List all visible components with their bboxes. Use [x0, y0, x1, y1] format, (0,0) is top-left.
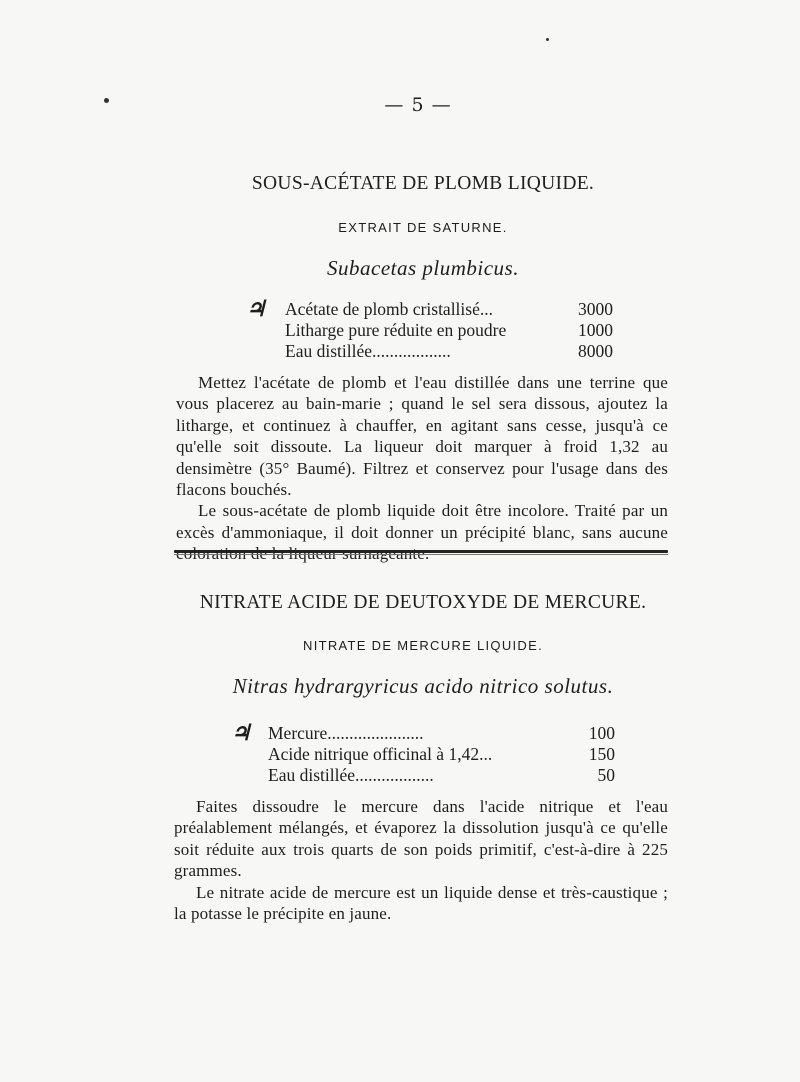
ingredient-row [285, 341, 613, 362]
recipe-symbol: ♃ [246, 296, 266, 321]
ingredient-name: Litharge pure réduite en poudre [285, 320, 507, 340]
latin-name: Nitras hydrargyricus acido nitrico solutus. [232, 674, 614, 698]
section-title: SOUS-ACÉTATE DE PLOMB LIQUIDE. [251, 173, 595, 194]
ingredient-row [285, 320, 613, 341]
ingredient-name: Eau distillée.................. [285, 341, 451, 361]
section-body [174, 796, 668, 924]
ingredient-quantity: 50 [597, 765, 615, 785]
print-speck [546, 38, 549, 41]
ingredient-list [285, 299, 613, 362]
ingredient-quantity: 1000 [578, 320, 613, 340]
ingredient-quantity: 100 [588, 723, 615, 743]
paragraph: Mettez l'acétate de plomb et l'eau distillée dans une terrine que vous placerez au bain-marie ; quand le sel sera dissous, ajoutez la litharge, et continuez à chauffer, en agitant sans cesse, jusqu'à ce qu'elle soit dissoute. La liqueur doit marquer à froid 1,32 au densimètre (35° Baumé). Filtrez et conservez pour l'usage dans des flacons bouchés. [176, 373, 668, 500]
ingredient-name: Acétate de plomb cristallisé... [285, 299, 493, 319]
ingredient-row [285, 299, 613, 320]
paragraph: Le sous-acétate de plomb liquide doit être incolore. Traité par un excès d'ammoniaque, il doit donner un précipité blanc, sans aucune [176, 501, 668, 542]
section-subtitle: NITRATE DE MERCURE LIQUIDE. [303, 638, 543, 653]
ingredient-name: Eau distillée.................. [268, 765, 434, 785]
section-divider-shadow [174, 554, 668, 555]
paragraph: Le nitrate acide de mercure est un liquide dense et très-caustique ; la potasse le précipite en jaune. [174, 882, 668, 924]
ingredient-row [268, 744, 615, 765]
ingredient-list [268, 723, 615, 786]
page-number: — 5 — [384, 94, 452, 116]
ingredient-quantity: 8000 [578, 341, 613, 361]
ingredient-row [268, 765, 615, 786]
latin-name: Subacetas plumbicus. [327, 256, 519, 280]
paragraph: Faites dissoudre le mercure dans l'acide nitrique et l'eau préalablement mélangés, et évaporez la dissolution jusqu'à ce qu'elle soit réduite aux trois quarts de son poids primitif, c'est-à-dire à 225 grammes. [174, 797, 668, 881]
ingredient-quantity: 150 [588, 744, 615, 764]
ingredient-name: Mercure...................... [268, 723, 424, 743]
ingredient-name: Acide nitrique officinal à 1,42... [268, 744, 493, 764]
ingredient-row [268, 723, 615, 744]
section-divider [174, 550, 668, 553]
section-subtitle: EXTRAIT DE SATURNE. [338, 220, 508, 235]
section-title: NITRATE ACIDE DE DEUTOXYDE DE MERCURE. [199, 592, 647, 613]
section-body [176, 372, 668, 565]
recipe-symbol: ♃ [231, 720, 251, 745]
ingredient-quantity: 3000 [578, 299, 613, 319]
